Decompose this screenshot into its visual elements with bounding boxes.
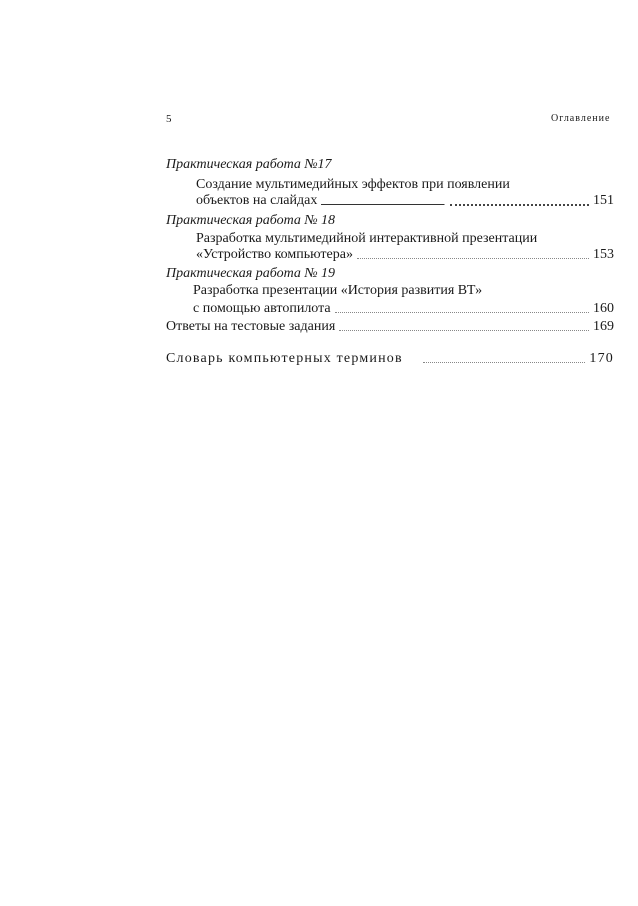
running-header: Оглавление [551, 113, 611, 124]
toc-entry-dictionary [166, 351, 614, 367]
page-ref: 170 [589, 351, 614, 366]
entry-title: Практическая работа № 19 [166, 266, 336, 281]
entry-line: Создание мультимедийных эффектов при появлении [196, 177, 510, 192]
page-number: 5 [166, 113, 172, 125]
dot-leader [423, 361, 586, 363]
page-ref: 153 [593, 247, 614, 262]
entry-title: Практическая работа №17 [166, 157, 332, 172]
entry-line: Разработка презентации «История развития ВТ» [193, 283, 483, 298]
dot-leader [321, 204, 589, 205]
toc-line [196, 193, 614, 209]
dot-leader [339, 329, 589, 331]
entry-line: с помощью автопилота [193, 301, 331, 316]
toc-entry-answers [166, 319, 614, 335]
entry-title: Словарь компьютерных терминов [166, 351, 403, 366]
entry-title: Практическая работа № 18 [166, 213, 336, 228]
dot-leader [357, 257, 589, 259]
dot-leader [335, 311, 589, 313]
toc-line [193, 301, 614, 317]
entry-line: объектов на слайдах [196, 193, 318, 208]
entry-line: «Устройство компьютера» [196, 247, 353, 262]
page-ref: 169 [593, 319, 614, 334]
page-ref: 160 [593, 301, 614, 316]
entry-line: Разработка мультимедийной интерактивной презентации [196, 231, 538, 246]
entry-title: Ответы на тестовые задания [166, 319, 336, 334]
page-ref: 151 [593, 193, 614, 208]
toc-line [196, 247, 614, 263]
